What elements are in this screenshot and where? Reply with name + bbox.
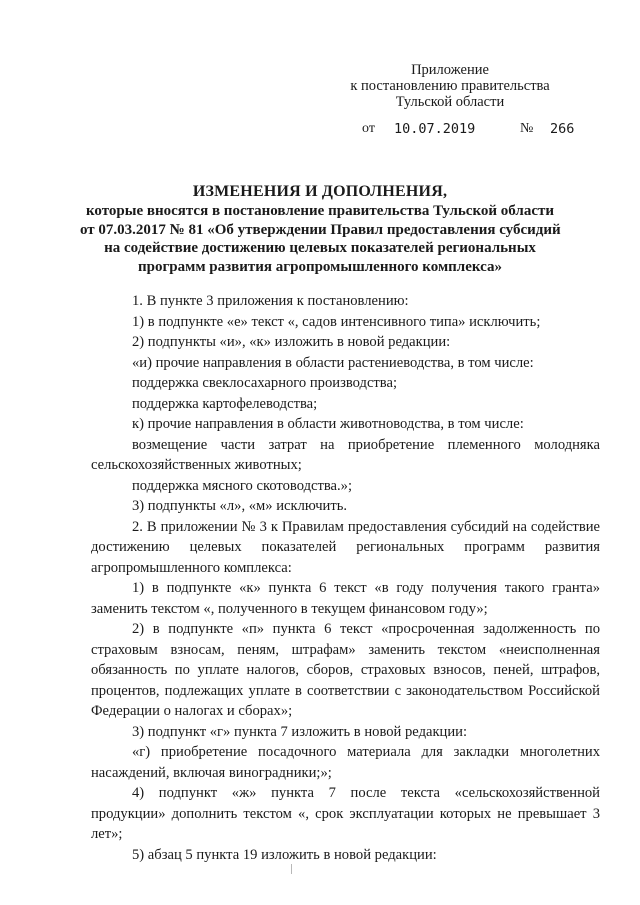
paragraph: 2) в подпункте «п» пункта 6 текст «просроченная задолженность по страховым взносам, пеням, штрафам» заменить текстом «неисполненная обязанность по уплате налогов, сборов, страховых взносов, пеней, штрафов, процентов, подлежащих уплате в соответствии с законодательством Российской Федерации о налогах и сборах»;	[91, 621, 600, 719]
paragraph: 3) подпункты «л», «м» исключить.	[132, 498, 348, 514]
title-line-2: которые вносятся в постановление правительства Тульской области	[85, 202, 555, 219]
title-line-5: программ развития агропромышленного комплекса»	[137, 259, 502, 276]
paragraph: «и) прочие направления в области растениеводства, в том числе:	[132, 354, 534, 371]
paragraph: 1. В пункте 3 приложения к постановлению:	[132, 293, 409, 309]
title-line-4: на содействие достижению целевых показателей региональных	[104, 240, 536, 257]
paragraph: поддержка мясного скотоводства.»;	[132, 477, 353, 494]
paragraph: 1) в подпункте «к» пункта 6 текст «в году получения такого гранта» заменить текстом «, полученного в текущем финансовом году»;	[91, 580, 600, 617]
appendix-line-1: Приложение	[411, 62, 489, 78]
from-label: от	[362, 121, 375, 136]
document-date: 10.07.2019	[394, 121, 476, 137]
paragraph: «г) приобретение посадочного материала для закладки многолетних насаждений, включая виноградники;»;	[91, 744, 600, 781]
appendix-line-3: Тульской области	[395, 94, 505, 110]
document-body	[91, 291, 600, 865]
appendix-header	[300, 62, 600, 110]
title-line-1: ИЗМЕНЕНИЯ И ДОПОЛНЕНИЯ,	[192, 183, 448, 200]
paragraph: 4) подпункт «ж» пункта 7 после текста «сельскохозяйственной продукции» дополнить текстом «, срок эксплуатации которых не превышает 3 лет»;	[91, 785, 600, 842]
document-title	[80, 183, 560, 277]
appendix-line-2: к постановлению правительства	[350, 78, 550, 94]
paragraph: 5) абзац 5 пункта 19 изложить в новой редакции:	[132, 846, 437, 863]
paragraph: поддержка картофелеводства;	[132, 395, 318, 412]
paragraph: 2) подпункты «и», «к» изложить в новой редакции:	[132, 334, 451, 350]
paragraph: 3) подпункт «г» пункта 7 изложить в новой редакции:	[132, 723, 468, 740]
paragraph: 1) в подпункте «е» текст «, садов интенсивного типа» исключить;	[132, 313, 541, 330]
scan-mark	[291, 864, 292, 874]
title-line-3: от 07.03.2017 № 81 «Об утверждении Правил предоставления субсидий	[80, 221, 561, 238]
number-sign: №	[520, 121, 534, 136]
document-number: 266	[550, 121, 575, 137]
paragraph: возмещение части затрат на приобретение племенного молодняка сельскохозяйственных животных;	[91, 436, 600, 473]
paragraph: поддержка свеклосахарного производства;	[132, 375, 398, 391]
paragraph: 2. В приложении № 3 к Правилам предоставления субсидий на содействие достижению целевых показателей региональных программ развития агропромышленного комплекса:	[91, 518, 600, 576]
paragraph: к) прочие направления в области животноводства, в том числе:	[132, 416, 524, 432]
